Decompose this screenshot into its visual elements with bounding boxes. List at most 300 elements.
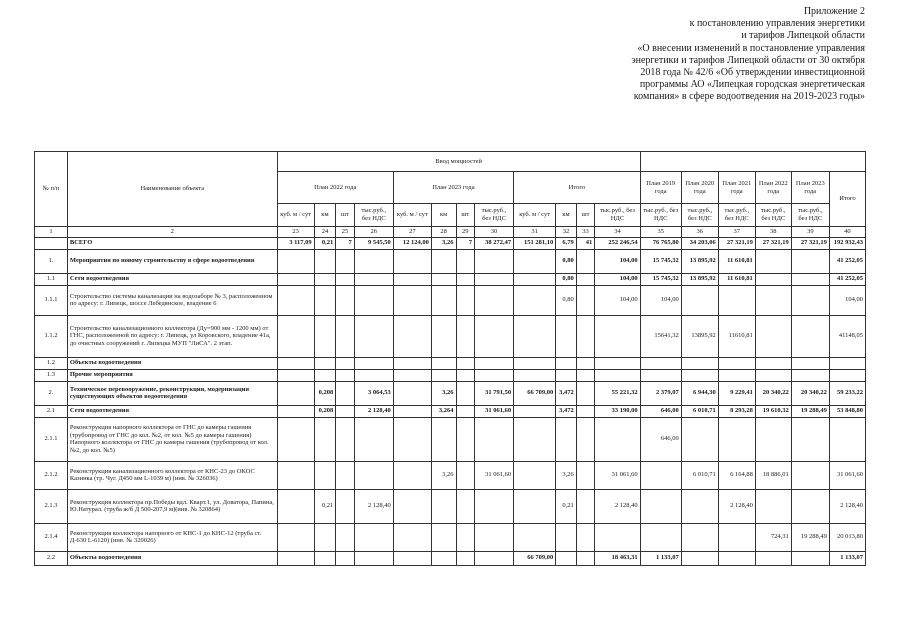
value-cell [314,523,336,551]
value-cell [556,357,577,369]
unit-header: км [314,204,336,227]
value-cell [314,461,336,489]
value-cell [576,523,595,551]
value-cell: 192 932,43 [829,237,865,249]
value-cell [393,273,431,285]
unit-header: тыс.руб., без НДС [640,204,681,227]
value-cell: 13 895,92 [681,273,718,285]
value-cell [393,369,431,381]
value-cell [393,523,431,551]
value-cell: 0,21 [314,237,336,249]
column-index-cell: 32 [556,227,577,238]
value-cell [791,461,829,489]
value-cell: 3 117,09 [277,237,314,249]
column-index-cell: 1 [35,227,68,238]
value-cell [640,461,681,489]
value-cell [456,249,475,273]
value-cell: 53 848,80 [829,405,865,417]
value-cell [277,523,314,551]
value-cell [718,551,755,565]
value-cell [393,405,431,417]
value-cell [431,315,456,357]
unit-header: куб. м / сут [277,204,314,227]
unit-header: тыс.руб., без НДС [681,204,718,227]
row-name: Реконструкция напорного коллектора от ГНС до камеры гашения (трубопровод от ГНС до кол. №2, от кол. №5 до камеры гашения) Напорного коллектора от ГНС до камеры гашения (трубопровод от кол. №2, до кол. №5) [67,417,277,461]
value-cell [314,285,336,315]
value-cell [755,285,791,315]
value-cell: 76 765,80 [640,237,681,249]
value-cell: 11 610,81 [718,249,755,273]
value-cell [277,489,314,523]
unit-header: км [556,204,577,227]
value-cell [314,273,336,285]
row-number: 1.1.2 [35,315,68,357]
value-cell [393,381,431,405]
row-name: Техническое перевооружение, реконструкция, модернизация существующих объектов водоотведения [67,381,277,405]
value-cell [681,551,718,565]
value-cell [354,417,393,461]
value-cell [393,461,431,489]
value-cell [755,417,791,461]
row-number: 2.1 [35,405,68,417]
value-cell [755,551,791,565]
value-cell: 11 610,81 [718,273,755,285]
row-name: Объекты водоотведения [67,551,277,565]
value-cell: 0,208 [314,405,336,417]
column-index-cell: 33 [576,227,595,238]
table-row [35,489,866,523]
value-cell [431,273,456,285]
value-cell: 0,80 [556,273,577,285]
column-index-cell: 23 [277,227,314,238]
row-name: Строительство канализационного коллектора (Ду=900 мм - 1200 мм) от ГНС, расположенной по адресу: г. Липецк, ул Коровского, владение 41а, до очистных сооружений г. Липецка МУП "ЛиСА". 2 этап. [67,315,277,357]
value-cell: 724,31 [755,523,791,551]
value-cell [576,405,595,417]
value-cell: 19 288,49 [791,523,829,551]
value-cell: 19 288,49 [791,405,829,417]
column-index-cell: 24 [314,227,336,238]
table-row [35,369,866,381]
value-cell: 646,00 [640,417,681,461]
col-header-total2: Итого [829,172,865,227]
row-name: Объекты водоотведения [67,357,277,369]
value-cell [314,551,336,565]
value-cell: 20 013,80 [829,523,865,551]
row-number: 1.1.1 [35,285,68,315]
value-cell: 18 886,01 [755,461,791,489]
value-cell [393,551,431,565]
value-cell [681,285,718,315]
value-cell: 34 203,06 [681,237,718,249]
value-cell: 55 221,32 [595,381,640,405]
value-cell [336,417,355,461]
value-cell: 41 252,05 [829,273,865,285]
value-cell [456,273,475,285]
header-line: энергетики и тарифов Липецкой области от 30 октября [631,54,865,66]
value-cell: 38 272,47 [475,237,514,249]
value-cell: 41 252,05 [829,249,865,273]
row-name: Реконструкция канализационного коллектора от КНС-23 до ОКОС Казинка (тр. Чуг. Д450 мм L-1039 м) (инв. № 326036) [67,461,277,489]
value-cell: 3,472 [556,381,577,405]
value-cell [354,369,393,381]
value-cell [314,417,336,461]
value-cell [431,357,456,369]
col-header-no: № п/п [35,152,68,227]
row-name: Реконструкция коллектора пр.Победы вдл. Кварт.1, ул. Доватора, Папина, Ю.Натурал. (труба ж/б Д 500-207,9 м)(инв. № 320864) [67,489,277,523]
value-cell [681,523,718,551]
value-cell [640,523,681,551]
value-cell [456,551,475,565]
value-cell [354,461,393,489]
column-index-cell: 39 [791,227,829,238]
value-cell: 1 133,07 [829,551,865,565]
value-cell [456,369,475,381]
value-cell [475,285,514,315]
value-cell [336,405,355,417]
value-cell: 41 [576,237,595,249]
value-cell [576,551,595,565]
value-cell [431,551,456,565]
table-row [35,523,866,551]
row-name: Прочие мероприятия [67,369,277,381]
value-cell: 646,00 [640,405,681,417]
value-cell: 151 281,10 [514,237,556,249]
value-cell [595,369,640,381]
row-number: 1.2 [35,357,68,369]
value-cell [277,369,314,381]
value-cell [576,489,595,523]
row-name: ВСЕГО [67,237,277,249]
unit-header: тыс.руб., без НДС [475,204,514,227]
value-cell [336,369,355,381]
value-cell [431,249,456,273]
value-cell: 0,21 [556,489,577,523]
value-cell [314,249,336,273]
column-index-cell: 2 [67,227,277,238]
value-cell: 2 128,40 [354,405,393,417]
column-index-cell: 25 [336,227,355,238]
table-row [35,273,866,285]
value-cell: 3,26 [431,461,456,489]
column-index-cell: 40 [829,227,865,238]
value-cell: 7 [456,237,475,249]
row-name: Сети водоотведения [67,405,277,417]
unit-header: км [431,204,456,227]
col-header-p2023: План 2023 года [791,172,829,204]
value-cell: 31 061,60 [475,405,514,417]
value-cell: 8 293,28 [718,405,755,417]
value-cell [576,273,595,285]
table-row [35,357,866,369]
value-cell [514,523,556,551]
value-cell: 15 745,32 [640,249,681,273]
value-cell: 9 229,41 [718,381,755,405]
value-cell [277,285,314,315]
value-cell [336,461,355,489]
value-cell [277,551,314,565]
value-cell [393,315,431,357]
value-cell: 104,00 [640,285,681,315]
unit-header: шт [456,204,475,227]
value-cell: 41148,05 [829,315,865,357]
column-index-cell: 36 [681,227,718,238]
value-cell [393,285,431,315]
value-cell: 6 010,71 [681,461,718,489]
value-cell [314,369,336,381]
unit-header: куб. м / сут [393,204,431,227]
value-cell: 9 545,50 [354,237,393,249]
value-cell: 20 340,22 [755,381,791,405]
value-cell [556,523,577,551]
value-cell [277,357,314,369]
column-index-row [35,227,866,238]
table-row [35,249,866,273]
value-cell: 66 709,00 [514,551,556,565]
column-index-cell: 35 [640,227,681,238]
value-cell: 31 061,60 [829,461,865,489]
value-cell [576,369,595,381]
value-cell [791,249,829,273]
value-cell [475,273,514,285]
value-cell: 3,26 [556,461,577,489]
table-row [35,417,866,461]
value-cell [681,369,718,381]
value-cell: 0,80 [556,285,577,315]
value-cell [576,417,595,461]
col-header-plan-2023: План 2023 года [393,172,513,204]
value-cell [514,315,556,357]
value-cell: 104,00 [595,285,640,315]
value-cell [514,461,556,489]
value-cell [393,249,431,273]
unit-header: тыс.руб., без НДС [791,204,829,227]
value-cell: 104,00 [595,273,640,285]
value-cell [277,315,314,357]
value-cell [277,381,314,405]
value-cell [456,489,475,523]
value-cell: 0,208 [314,381,336,405]
value-cell [576,357,595,369]
value-cell [475,417,514,461]
value-cell: 59 233,22 [829,381,865,405]
column-index-cell: 30 [475,227,514,238]
value-cell [514,249,556,273]
column-index-cell: 28 [431,227,456,238]
value-cell [475,551,514,565]
value-cell [514,417,556,461]
value-cell [456,381,475,405]
header-line: и тарифов Липецкой области [741,30,865,42]
value-cell [314,357,336,369]
value-cell [277,405,314,417]
value-cell [277,273,314,285]
value-cell [791,489,829,523]
value-cell [456,315,475,357]
value-cell: 19 610,32 [755,405,791,417]
value-cell [514,357,556,369]
value-cell [475,357,514,369]
value-cell [336,551,355,565]
value-cell: 3,26 [431,237,456,249]
value-cell: 11610,81 [718,315,755,357]
column-index-cell: 29 [456,227,475,238]
value-cell [755,369,791,381]
value-cell [336,315,355,357]
header-line: программы АО «Липецкая городская энергетическая [639,79,865,91]
table-row [35,237,866,249]
value-cell [456,523,475,551]
value-cell: 27 321,19 [718,237,755,249]
value-cell [556,417,577,461]
value-cell [336,357,355,369]
table-row [35,315,866,357]
value-cell: 2 128,40 [354,489,393,523]
table-row [35,461,866,489]
value-cell [556,369,577,381]
value-cell [336,249,355,273]
value-cell [456,357,475,369]
value-cell [393,489,431,523]
value-cell [277,461,314,489]
value-cell [336,273,355,285]
col-header-p2019: План 2019 года [640,172,681,204]
value-cell [640,369,681,381]
value-cell: 3,26 [431,381,456,405]
value-cell: 66 709,00 [514,381,556,405]
value-cell [514,489,556,523]
value-cell: 104,00 [595,249,640,273]
table-row [35,381,866,405]
value-cell [354,551,393,565]
column-index-cell: 37 [718,227,755,238]
table-row [35,405,866,417]
column-index-cell: 26 [354,227,393,238]
unit-header: тыс.руб., без НДС [718,204,755,227]
row-name: Сети водоотведения [67,273,277,285]
col-header-p2020: План 2020 года [681,172,718,204]
value-cell [314,315,336,357]
unit-header: шт [336,204,355,227]
value-cell: 6,79 [556,237,577,249]
row-number: 2.1.1 [35,417,68,461]
col-header-plan-2022: План 2022 года [277,172,393,204]
value-cell [718,357,755,369]
value-cell [431,417,456,461]
value-cell [514,273,556,285]
value-cell [277,417,314,461]
value-cell [755,489,791,523]
column-index-cell: 38 [755,227,791,238]
row-number: 1.1 [35,273,68,285]
table-row [35,285,866,315]
value-cell [718,369,755,381]
value-cell [681,489,718,523]
document-header [565,6,865,104]
value-cell [456,417,475,461]
value-cell [791,369,829,381]
value-cell [791,273,829,285]
value-cell: 104,00 [829,285,865,315]
row-number: 2. [35,381,68,405]
value-cell: 27 321,19 [791,237,829,249]
value-cell: 12 124,00 [393,237,431,249]
value-cell [475,523,514,551]
value-cell [514,369,556,381]
value-cell [514,405,556,417]
header-line: к постановлению управления энергетики [689,18,865,30]
value-cell [431,489,456,523]
value-cell: 0,80 [556,249,577,273]
value-cell [791,417,829,461]
value-cell [336,489,355,523]
value-cell [354,357,393,369]
row-number: 2.2 [35,551,68,565]
value-cell [595,417,640,461]
value-cell [640,489,681,523]
value-cell [576,315,595,357]
value-cell [456,461,475,489]
value-cell [456,405,475,417]
value-cell [791,357,829,369]
col-header-input-capacity: Ввод мощностей [277,152,640,172]
value-cell: 252 246,54 [595,237,640,249]
unit-header: тыс.руб., без НДС [595,204,640,227]
value-cell: 20 340,22 [791,381,829,405]
value-cell [475,315,514,357]
value-cell [475,249,514,273]
value-cell: 27 321,19 [755,237,791,249]
value-cell [829,357,865,369]
value-cell: 15 745,32 [640,273,681,285]
value-cell [681,417,718,461]
value-cell [595,315,640,357]
value-cell [514,285,556,315]
table-row [35,551,866,565]
value-cell [336,285,355,315]
value-cell [595,523,640,551]
header-line: «О внесении изменений в постановление управления [637,42,865,54]
value-cell [354,315,393,357]
value-cell [576,461,595,489]
column-index-cell: 34 [595,227,640,238]
unit-header: тыс.руб., без НДС [354,204,393,227]
row-number: 2.1.2 [35,461,68,489]
value-cell: 0,21 [314,489,336,523]
value-cell: 2 379,07 [640,381,681,405]
value-cell [431,369,456,381]
value-cell: 18 463,31 [595,551,640,565]
header-line: компания» в сфере водоотведения на 2019-2023 годы» [633,91,865,103]
value-cell: 31 061,60 [475,461,514,489]
value-cell [277,249,314,273]
value-cell: 3,264 [431,405,456,417]
row-number: 2.1.3 [35,489,68,523]
value-cell [718,523,755,551]
value-cell [718,417,755,461]
value-cell [354,285,393,315]
value-cell [755,357,791,369]
value-cell [829,369,865,381]
value-cell: 2 128,40 [595,489,640,523]
value-cell: 33 190,00 [595,405,640,417]
value-cell: 13895,92 [681,315,718,357]
value-cell: 3,472 [556,405,577,417]
value-cell [755,249,791,273]
row-number: 1. [35,249,68,273]
value-cell [791,315,829,357]
value-cell [556,315,577,357]
unit-header: куб. м / сут [514,204,556,227]
